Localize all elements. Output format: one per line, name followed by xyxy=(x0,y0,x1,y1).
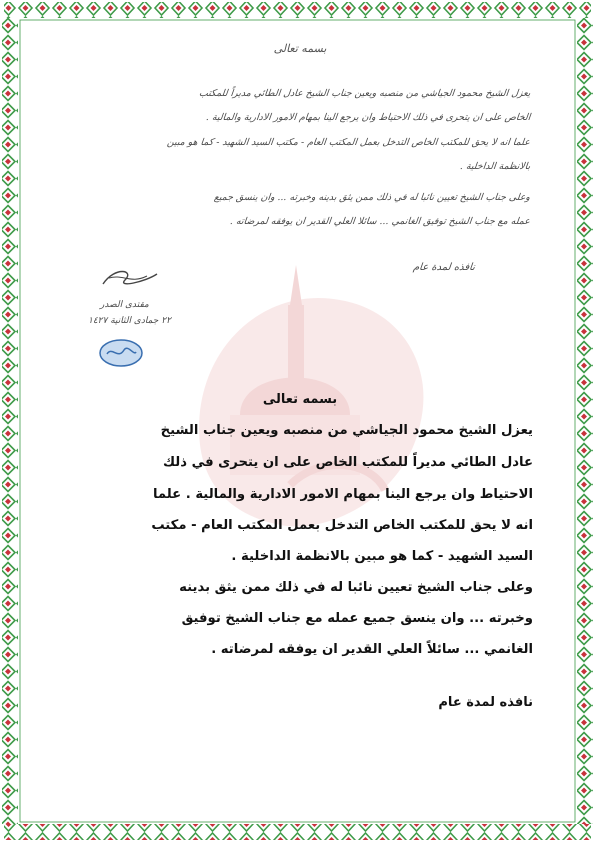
signature-scribble xyxy=(95,262,165,322)
handwritten-line-5: وعلى جناب الشيخ تعيين نائبا له في ذلك ممن يثق بدينه وخبرته ... وان ينسق جميع xyxy=(213,192,531,203)
typed-line-4: انه لا يحق للمكتب الخاص التدخل بعمل المكتب العام - مكتب xyxy=(151,518,533,533)
typed-line-2: عادل الطائي مديراً للمكتب الخاص على ان يتحرى في ذلك xyxy=(163,455,533,470)
signature-date: ٢٢ جمادى الثانية ١٤٢٧ xyxy=(88,316,171,326)
handwritten-line-3: علما انه لا يحق للمكتب الخاص التدخل بعمل المكتب العام - مكتب السيد الشهيد - كما هو مبين xyxy=(166,137,531,148)
seal-stamp xyxy=(98,338,144,368)
handwritten-line-4: بالانظمة الداخلية . xyxy=(459,161,531,172)
handwritten-line-1: يعزل الشيخ محمود الجياشي من منصبه ويعين جناب الشيخ عادل الطائي مديراً للمكتب xyxy=(198,88,531,99)
signature-name: مقتدى الصدر xyxy=(100,300,149,310)
typed-line-7: وخبرته ... وان ينسق جميع عمله مع جناب الشيخ توفيق xyxy=(181,611,533,626)
typed-line-6: وعلى جناب الشيخ تعيين نائبا له في ذلك ممن يثق بدينه xyxy=(179,580,533,595)
typed-validity: نافذه لمدة عام xyxy=(438,695,533,710)
handwritten-title: بسمه تعالى xyxy=(273,42,327,55)
typed-line-3: الاحتياط وان يرجع الينا بمهام الامور الادارية والمالية . علما xyxy=(152,487,533,502)
handwritten-line-2: الخاص على ان يتحرى في ذلك الاحتياط وان يرجع الينا بمهام الامور الادارية والمالية . xyxy=(205,112,531,123)
typed-line-1: يعزل الشيخ محمود الجياشي من منصبه ويعين جناب الشيخ xyxy=(160,423,533,438)
handwritten-line-6: عمله مع جناب الشيخ توفيق الغانمي ... سائلا العلي القدير ان يوفقه لمرضاته . xyxy=(229,216,531,227)
typed-title: بسمه تعالى xyxy=(262,392,338,407)
handwritten-validity: نافذه لمدة عام xyxy=(412,262,476,273)
typed-line-5: السيد الشهيد - كما هو مبين بالانظمة الداخلية . xyxy=(231,549,533,564)
typed-line-8: الغانمي ... سائلاً العلي القدير ان يوفقه لمرضاته . xyxy=(211,642,533,657)
